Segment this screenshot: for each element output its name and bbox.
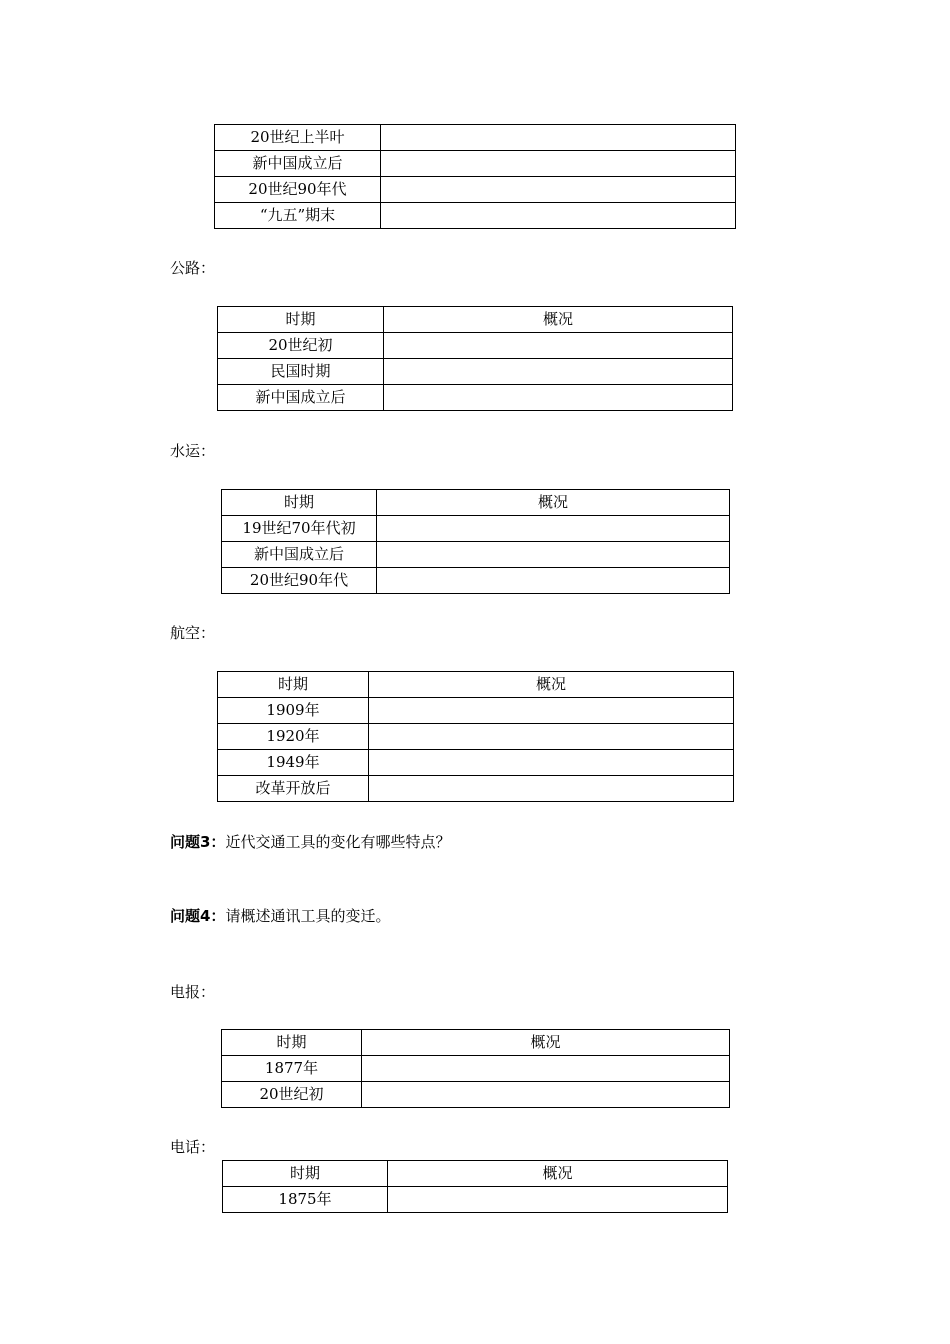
table-row [215,177,736,203]
overview-cell[interactable] [369,698,734,724]
table-header-row [222,490,730,516]
table-row [222,568,730,594]
period-cell: 20世纪90年代 [222,568,377,594]
header-overview: 概况 [369,672,734,698]
overview-cell[interactable] [381,151,736,177]
table-row [218,333,733,359]
telephone-table [222,1160,728,1213]
period-cell: 20世纪初 [222,1082,362,1108]
header-period: 时期 [218,672,369,698]
rail-table-continued [214,124,736,229]
overview-cell[interactable] [384,333,733,359]
period-cell: 20世纪初 [218,333,384,359]
header-period: 时期 [222,490,377,516]
table-header-row [218,672,734,698]
road-label: 公路： [170,259,216,277]
table-header-row [218,307,733,333]
table-row [222,516,730,542]
overview-cell[interactable] [362,1056,730,1082]
question-3-prefix: 问题3： [170,833,226,851]
period-cell: 改革开放后 [218,776,369,802]
table-row [215,203,736,229]
table-row [218,750,734,776]
header-overview: 概况 [377,490,730,516]
overview-cell[interactable] [377,516,730,542]
overview-cell[interactable] [369,724,734,750]
period-cell: 新中国成立后 [222,542,377,568]
period-cell: 1949年 [218,750,369,776]
header-overview: 概况 [384,307,733,333]
period-cell: 1920年 [218,724,369,750]
air-label: 航空： [170,624,216,642]
table-row [218,776,734,802]
overview-cell[interactable] [369,750,734,776]
overview-cell[interactable] [381,203,736,229]
road-table [217,306,733,411]
header-overview: 概况 [388,1161,728,1187]
table-row [222,1056,730,1082]
header-period: 时期 [222,1030,362,1056]
table-row [223,1187,728,1213]
table-row [222,542,730,568]
question-4 [170,909,390,924]
period-cell: 民国时期 [218,359,384,385]
overview-cell[interactable] [381,177,736,203]
telephone-label: 电话： [170,1138,216,1156]
table-header-row [222,1030,730,1056]
air-table [217,671,734,802]
telegraph-label: 电报： [170,983,216,1001]
overview-cell[interactable] [377,542,730,568]
header-period: 时期 [223,1161,388,1187]
period-cell: 19世纪70年代初 [222,516,377,542]
header-period: 时期 [218,307,384,333]
table-header-row [223,1161,728,1187]
period-cell: 20世纪90年代 [215,177,381,203]
table-row [218,359,733,385]
table-row [218,724,734,750]
period-cell: 1909年 [218,698,369,724]
overview-cell[interactable] [388,1187,728,1213]
period-cell: 20世纪上半叶 [215,125,381,151]
period-cell: 1875年 [223,1187,388,1213]
overview-cell[interactable] [384,359,733,385]
period-cell: 新中国成立后 [215,151,381,177]
table-row [222,1082,730,1108]
question-3 [170,835,450,850]
water-table [221,489,730,594]
water-label: 水运： [170,442,216,460]
header-overview: 概况 [362,1030,730,1056]
period-cell: 新中国成立后 [218,385,384,411]
telegraph-table [221,1029,730,1108]
overview-cell[interactable] [362,1082,730,1108]
question-4-prefix: 问题4： [170,907,226,925]
question-3-text: 近代交通工具的变化有哪些特点？ [225,833,451,851]
table-row [218,385,733,411]
overview-cell[interactable] [377,568,730,594]
period-cell: 1877年 [222,1056,362,1082]
overview-cell[interactable] [369,776,734,802]
overview-cell[interactable] [384,385,733,411]
question-4-text: 请概述通讯工具的变迁。 [225,907,391,925]
table-row [218,698,734,724]
overview-cell[interactable] [381,125,736,151]
table-row [215,125,736,151]
period-cell: “九五”期末 [215,203,381,229]
table-row [215,151,736,177]
